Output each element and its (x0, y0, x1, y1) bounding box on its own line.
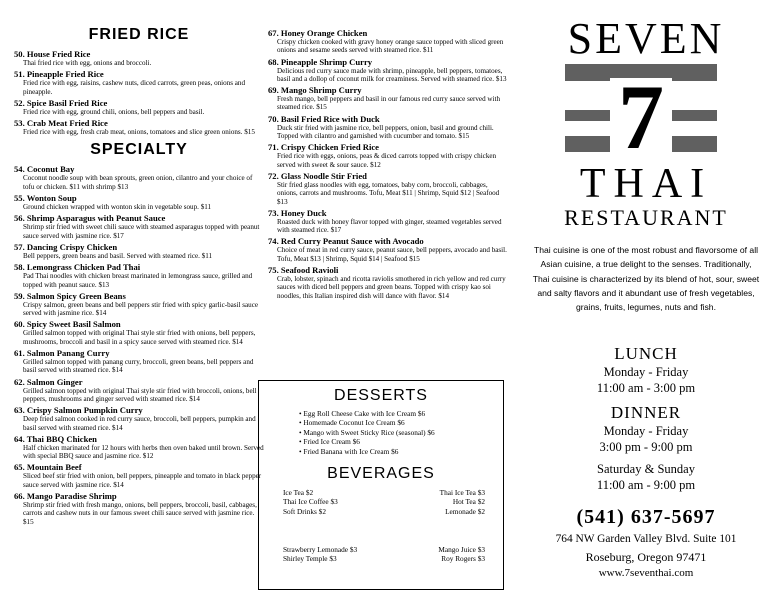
menu-item (14, 49, 264, 67)
menu-line-text: Shirley Temple $3 (283, 554, 337, 564)
fried-rice-list (14, 49, 264, 136)
menu-item-description: Fried rice with egg, raisins, cashew nuts, diced carrots, green peas, onions and pineapple. (23, 79, 246, 96)
menu-item-description: Pad Thai noodles with chicken breast marinated in lemongrass sauce, grilled and topped with peanut sauce. $13 (23, 272, 253, 289)
phone-number[interactable]: (541) 637-5697 (576, 506, 716, 528)
menu-item (14, 262, 264, 289)
desserts-heading: DESSERTS (334, 387, 428, 404)
logo-thai: THAI (579, 161, 713, 207)
menu-line-text: Strawberry Lemonade $3 (283, 545, 358, 554)
menu-line (385, 488, 485, 497)
menu-item-description: Shrimp stir fried with fresh mango, onions, bell peppers, broccoli, basil, cabbages, carrots and cashew nuts in our famous sweet chili sauce served with jasmine rice. $15 (23, 501, 257, 526)
menu-item-name: 73. Honey Duck (268, 207, 327, 218)
menu-line (299, 437, 435, 446)
menu-line-text: Fried Ice Cream $6 (303, 437, 360, 447)
menu-item-description: Thai fried rice with egg, onions and broccoli. (23, 59, 152, 67)
menu-item-name: 50. House Fried Rice (14, 49, 91, 59)
left-column (14, 0, 264, 528)
menu-item-name: 53. Crab Meat Fried Rice (14, 118, 108, 129)
menu-item-name: 65. Mountain Beef (14, 462, 82, 473)
menu-item (14, 405, 264, 432)
menu-item-name: 60. Spicy Sweet Basil Salmon (14, 319, 121, 330)
menu-item (14, 348, 264, 375)
menu-item (14, 213, 264, 240)
menu-item-description: Grilled salmon topped with panang curry, broccoli, green beans, bell peppers and basil served with steamed rice. $14 (23, 358, 254, 375)
menu-item-description: Bell peppers, green beans and basil. Served with steamed rice. $11 (23, 251, 213, 260)
website-link[interactable]: www.7seventhai.com (598, 567, 694, 579)
menu-item-description: Ground chicken wrapped with wonton skin in vegetable soup. $11 (23, 203, 212, 212)
menu-line-text: Thai Ice Coffee $3 (283, 497, 338, 507)
menu-line-text: Thai Ice Tea $3 (439, 488, 485, 497)
menu-item (14, 98, 264, 116)
menu-item-description: Crispy salmon, green beans and bell peppers stir fried with spicy garlic-basil sauce served with jasmine rice. $14 (23, 300, 259, 318)
menu-line (299, 447, 435, 456)
menu-item (268, 28, 510, 55)
dinner-days: Monday - Friday (603, 424, 689, 438)
logo-seven: SEVEN (567, 14, 725, 63)
menu-item-description: Fried rice with egg, ground chili, onions, bell peppers and basil. (23, 107, 205, 116)
menu-item-name: 51. Pineapple Fried Rice (14, 69, 104, 80)
menu-item (14, 319, 264, 346)
menu-item (14, 164, 264, 191)
menu-item-description: Roasted duck with honey flavor topped with ginger, steamed vegetables served with steamed rice. $17 (277, 217, 502, 235)
beverages-left-list (283, 488, 383, 516)
menu-item-name: 69. Mango Shrimp Curry (268, 85, 362, 96)
menu-item (268, 142, 510, 169)
menu-line (283, 507, 383, 516)
menu-item-description: Crispy chicken cooked with gravy honey orange sauce topped with sliced green onions and sesame seeds served with steamed rice. $11 (277, 38, 504, 55)
menu-line (299, 428, 435, 437)
menu-line-text: Mango with Sweet Sticky Rice (seasonal) $6 (303, 427, 435, 437)
bullet-icon: • (299, 437, 304, 447)
logo-restaurant: RESTAURANT (564, 205, 728, 230)
menu-line (385, 545, 485, 554)
beverages-heading: BEVERAGES (327, 465, 435, 482)
menu-line-text: Fried Banana with Ice Cream $6 (303, 446, 399, 456)
menu-item-name: 59. Salmon Spicy Green Beans (14, 290, 126, 301)
menu-line-text: Hot Tea $2 (452, 497, 485, 507)
menu-item (268, 114, 510, 141)
menu-item-description: Deep fried salmon cooked in red curry sauce, broccoli, bell peppers, pumpkin and basil served with steamed rice. $14 (23, 415, 256, 432)
middle-column (268, 28, 510, 302)
menu-item-description: Sliced beef stir fried with onion, bell peppers, pineapple and tomato in black pepper sauce served with jasmine rice. $14 (23, 472, 262, 489)
menu-item-name: 54. Coconut Bay (14, 164, 75, 175)
desserts-beverages-box (258, 380, 504, 590)
menu-item (14, 291, 264, 318)
menu-item-name: 62. Salmon Ginger (14, 376, 83, 387)
beverages-right-list-2 (385, 545, 485, 564)
menu-line-text: Homemade Coconut Ice Cream $6 (303, 418, 405, 428)
menu-line (283, 488, 383, 497)
menu-line (385, 554, 485, 563)
menu-item-name: 70. Basil Fried Rice with Duck (268, 113, 380, 124)
menu-item-name: 72. Glass Noodle Stir Fried (268, 170, 367, 181)
menu-item-description: Delicious red curry sauce made with shrimp, pineapple, bell peppers, tomatoes, basil and a dollop of coconut milk for creaminess. Served with steamed rice. $13 (277, 66, 507, 83)
menu-item-description: Fresh mango, bell peppers and basil in our famous red curry sauce served with steamed rice. $15 (277, 95, 500, 112)
menu-line-text: Soft Drinks $2 (283, 506, 326, 516)
menu-item (14, 69, 264, 96)
menu-item-name: 61. Salmon Panang Curry (14, 348, 110, 359)
menu-item-name: 56. Shrimp Asparagus with Peanut Sauce (14, 213, 166, 224)
menu-item-name: 55. Wonton Soup (14, 193, 77, 204)
bullet-icon: • (299, 446, 304, 456)
lunch-hours: 11:00 am - 3:00 pm (596, 381, 696, 395)
restaurant-description: Thai cuisine is one of the most robust and flavorsome of all Asian cuisine, a true delight to the senses. Traditionally, Thai cuisine is characterized by its blend of hot, sour, sweet and salty flavors and it abundant use of fresh vegetables, grains, fruits, legumes, nuts and fish. (532, 245, 760, 313)
menu-line (385, 497, 485, 506)
lunch-days: Monday - Friday (603, 365, 689, 379)
menu-item-name: 66. Mango Paradise Shrimp (14, 491, 117, 502)
menu-item (268, 208, 510, 235)
menu-item (14, 242, 264, 260)
menu-line-text: Egg Roll Cheese Cake with Ice Cream $6 (303, 409, 426, 418)
logo-seven-numeral: 7 (618, 66, 664, 168)
menu-item (14, 491, 264, 526)
specialty-heading: SPECIALTY (90, 141, 188, 159)
lunch-heading: LUNCH (614, 344, 678, 363)
bullet-icon: • (299, 418, 304, 428)
menu-item (14, 377, 264, 404)
menu-item-description: Duck stir fried with jasmine rice, bell peppers, onion, basil and ground chili. Topped with cilantro and garnished with cucumber and tomato. $15 (277, 123, 494, 141)
menu-line (299, 418, 435, 427)
menu-line (385, 507, 485, 516)
menu-item (14, 462, 264, 489)
menu-item-name: 58. Lemongrass Chicken Pad Thai (14, 262, 141, 273)
menu-item (14, 434, 264, 461)
menu-item-description: Fried rice with egg, fresh crab meat, onions, tomatoes and slice green onions. $15 (23, 128, 255, 137)
menu-item (268, 171, 510, 206)
dinner-heading: DINNER (610, 403, 682, 422)
menu-item-description: Fried rice with eggs, onions, peas & diced carrots topped with crispy chicken served with sweet & sour sauce. $12 (277, 152, 497, 169)
dinner-hours: 3:00 pm - 9:00 pm (599, 440, 693, 454)
menu-line (299, 409, 435, 418)
menu-item-description: Coconut noodle soup with bean sprouts, green onion, cilantro and your choice of tofu or chicken. $11 with shrimp $13 (23, 174, 253, 191)
bullet-icon: • (299, 427, 304, 437)
menu-line-text: Mango Juice $3 (438, 545, 485, 554)
menu-item (14, 193, 264, 211)
menu-item (268, 57, 510, 84)
menu-item-name: 64. Thai BBQ Chicken (14, 433, 97, 444)
desserts-list (299, 409, 435, 456)
weekend-days: Saturday & Sunday (597, 462, 695, 476)
menu-line (283, 497, 383, 506)
menu-item-description: Choice of meat in red curry sauce, peanut sauce, bell peppers, avocado and basil. Tofu, Meat $13 | Shrimp, Squid $14 | Seafood $15 (277, 246, 507, 263)
menu-line-text: Lemonade $2 (445, 506, 485, 516)
menu-item-name: 75. Seafood Ravioli (268, 265, 339, 276)
address-line-2: Roseburg, Oregon 97471 (585, 550, 707, 564)
bullet-icon: • (299, 409, 304, 418)
menu-item-description: Half chicken marinated for 12 hours with herbs then oven baked until brown. Served with special BBQ sauce and jasmine rice. $12 (23, 443, 264, 461)
menu-item-name: 52. Spice Basil Fried Rice (14, 97, 108, 108)
specialty-list (14, 164, 264, 525)
beverages-right-list (385, 488, 485, 516)
menu-line-text: Ice Tea $2 (283, 488, 314, 497)
menu-item-name: 57. Dancing Crispy Chicken (14, 241, 118, 252)
menu-item-name: 71. Crispy Chicken Fried Rice (268, 142, 379, 153)
menu-item-name: 74. Red Curry Peanut Sauce with Avocado (268, 236, 424, 247)
menu-item-description: Crab, lobster, spinach and ricotta raviolis smothered in rich yellow and red curry sauces with diced bell peppers and green beans. Topped with crispy kao soi noodles, this Italian inspired dish will dance with flavor. $14 (277, 275, 506, 300)
address-line-1: 764 NW Garden Valley Blvd. Suite 101 (555, 533, 737, 545)
weekend-hours: 11:00 am - 9:00 pm (596, 478, 696, 492)
middle-menu-list (268, 28, 510, 300)
menu-item-name: 63. Crispy Salmon Pumpkin Curry (14, 405, 143, 416)
menu-item (268, 85, 510, 112)
menu-item (268, 236, 510, 263)
menu-item (268, 265, 510, 300)
menu-item (14, 118, 264, 136)
menu-item-description: Grilled salmon topped with original Thai style stir fried with onions, bell peppers, mushrooms, broccoli and basil in a spicy sauce served with steamed rice. $14 (23, 329, 256, 346)
menu-item-description: Shrimp stir fried with sweet chili sauce with steamed asparagus topped with peanut sauce served with jasmine rice. $17 (23, 223, 260, 240)
menu-item-description: Stir fried glass noodles with egg, tomatoes, baby corn, broccoli, cabbages, onions, carrots and mushrooms. Tofu, Meat $11 | Shrimp, Squid $12 | Seafood $13 (277, 180, 500, 206)
menu-item-name: 67. Honey Orange Chicken (268, 28, 368, 38)
fried-rice-heading: FRIED RICE (88, 26, 190, 43)
menu-item-description: Grilled salmon topped with original Thai style stir fried with broccoli, onions, bell peppers, mushrooms and ginger served with steamed rice. $14 (23, 386, 257, 403)
menu-item-name: 68. Pineapple Shrimp Curry (268, 56, 373, 67)
menu-line-text: Roy Rogers $3 (441, 554, 485, 564)
